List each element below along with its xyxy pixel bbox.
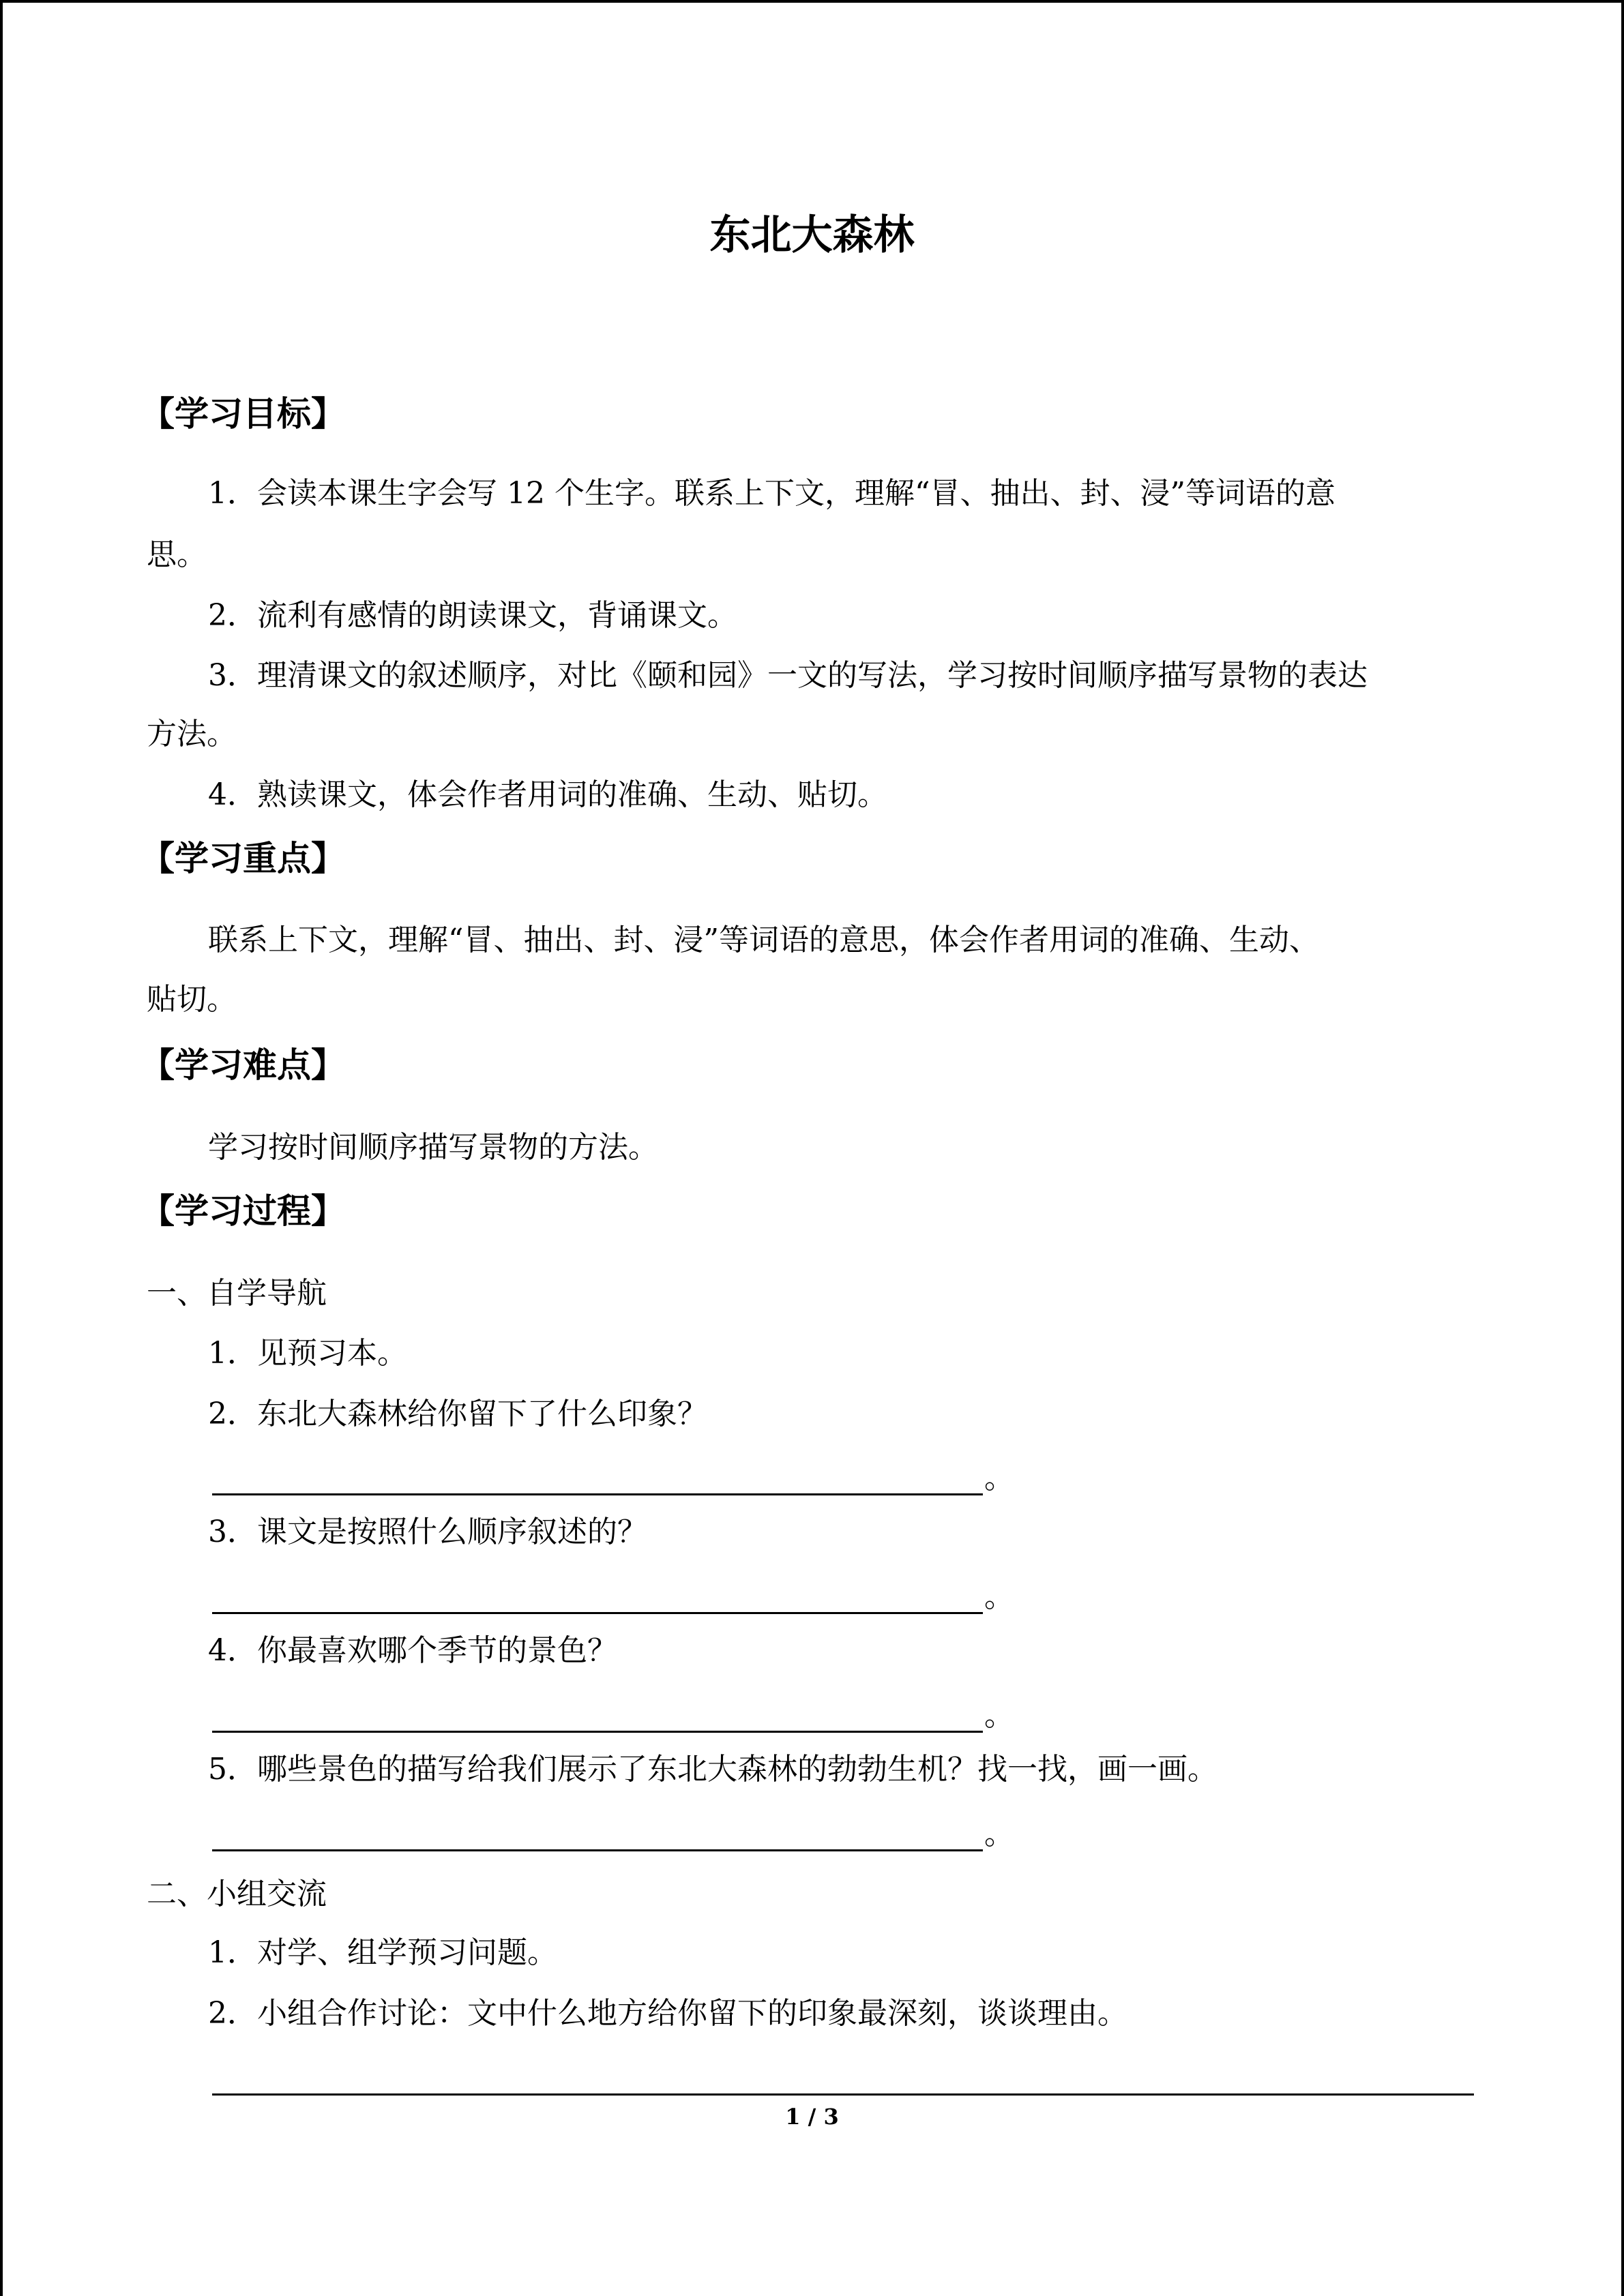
part2-title: 二、小组交流 — [147, 1877, 327, 1911]
part1-item-4: 4．你最喜欢哪个季节的景色？ — [208, 1633, 617, 1668]
difficulties-line-1: 学习按时间顺序描写景物的方法。 — [208, 1130, 658, 1165]
part1-item-1: 1．见预习本。 — [208, 1336, 407, 1371]
section-heading-objectives: 【学习目标】 — [141, 394, 345, 434]
answer-blank-2[interactable] — [212, 1585, 983, 1614]
page-number: 1 / 3 — [785, 2104, 839, 2130]
part2-item-2: 2．小组合作讨论：文中什么地方给你留下的印象最深刻，谈谈理由。 — [208, 1996, 1127, 2031]
objective-3-line-1: 3．理清课文的叙述顺序，对比《颐和园》一文的写法，学习按时间顺序描写景物的表达 — [208, 658, 1368, 693]
answer-blank-4-end: 。 — [984, 1817, 1014, 1851]
page-border-right — [1621, 0, 1624, 2296]
answer-blank-3-end: 。 — [984, 1698, 1014, 1733]
part2-item-1: 1．对学、组学预习问题。 — [208, 1935, 557, 1970]
answer-blank-3[interactable] — [212, 1703, 983, 1733]
answer-blank-2-end: 。 — [984, 1579, 1014, 1614]
section-heading-key-points: 【学习重点】 — [141, 839, 345, 878]
page-border-top — [0, 0, 1624, 3]
key-points-line-1: 联系上下文，理解“冒、抽出、封、浸”等词语的意思，体会作者用词的准确、生动、 — [208, 923, 1319, 957]
objective-1-line-2: 思。 — [147, 537, 207, 572]
part1-item-2: 2．东北大森林给你留下了什么印象？ — [208, 1397, 707, 1431]
answer-blank-1[interactable] — [212, 1466, 983, 1495]
footer-rule — [212, 2093, 1474, 2096]
document-title: 东北大森林 — [709, 211, 915, 259]
answer-blank-1-end: 。 — [984, 1461, 1014, 1495]
objective-1-line-1: 1．会读本课生字会写 12 个生字。联系上下文，理解“冒、抽出、封、浸”等词语的意 — [208, 476, 1335, 511]
part1-title: 一、自学导航 — [147, 1276, 327, 1311]
key-points-line-2: 贴切。 — [147, 982, 237, 1017]
section-heading-difficulties: 【学习难点】 — [141, 1045, 345, 1085]
objective-3-line-2: 方法。 — [147, 717, 237, 751]
answer-blank-4[interactable] — [212, 1822, 983, 1851]
part1-item-3: 3．课文是按照什么顺序叙述的？ — [208, 1515, 647, 1549]
part1-item-5: 5．哪些景色的描写给我们展示了东北大森林的勃勃生机？找一找，画一画。 — [208, 1752, 1217, 1787]
section-heading-process: 【学习过程】 — [141, 1191, 345, 1231]
page-border-left — [0, 0, 3, 2296]
objective-4: 4．熟读课文，体会作者用词的准确、生动、贴切。 — [208, 777, 887, 812]
objective-2: 2．流利有感情的朗读课文，背诵课文。 — [208, 598, 737, 633]
